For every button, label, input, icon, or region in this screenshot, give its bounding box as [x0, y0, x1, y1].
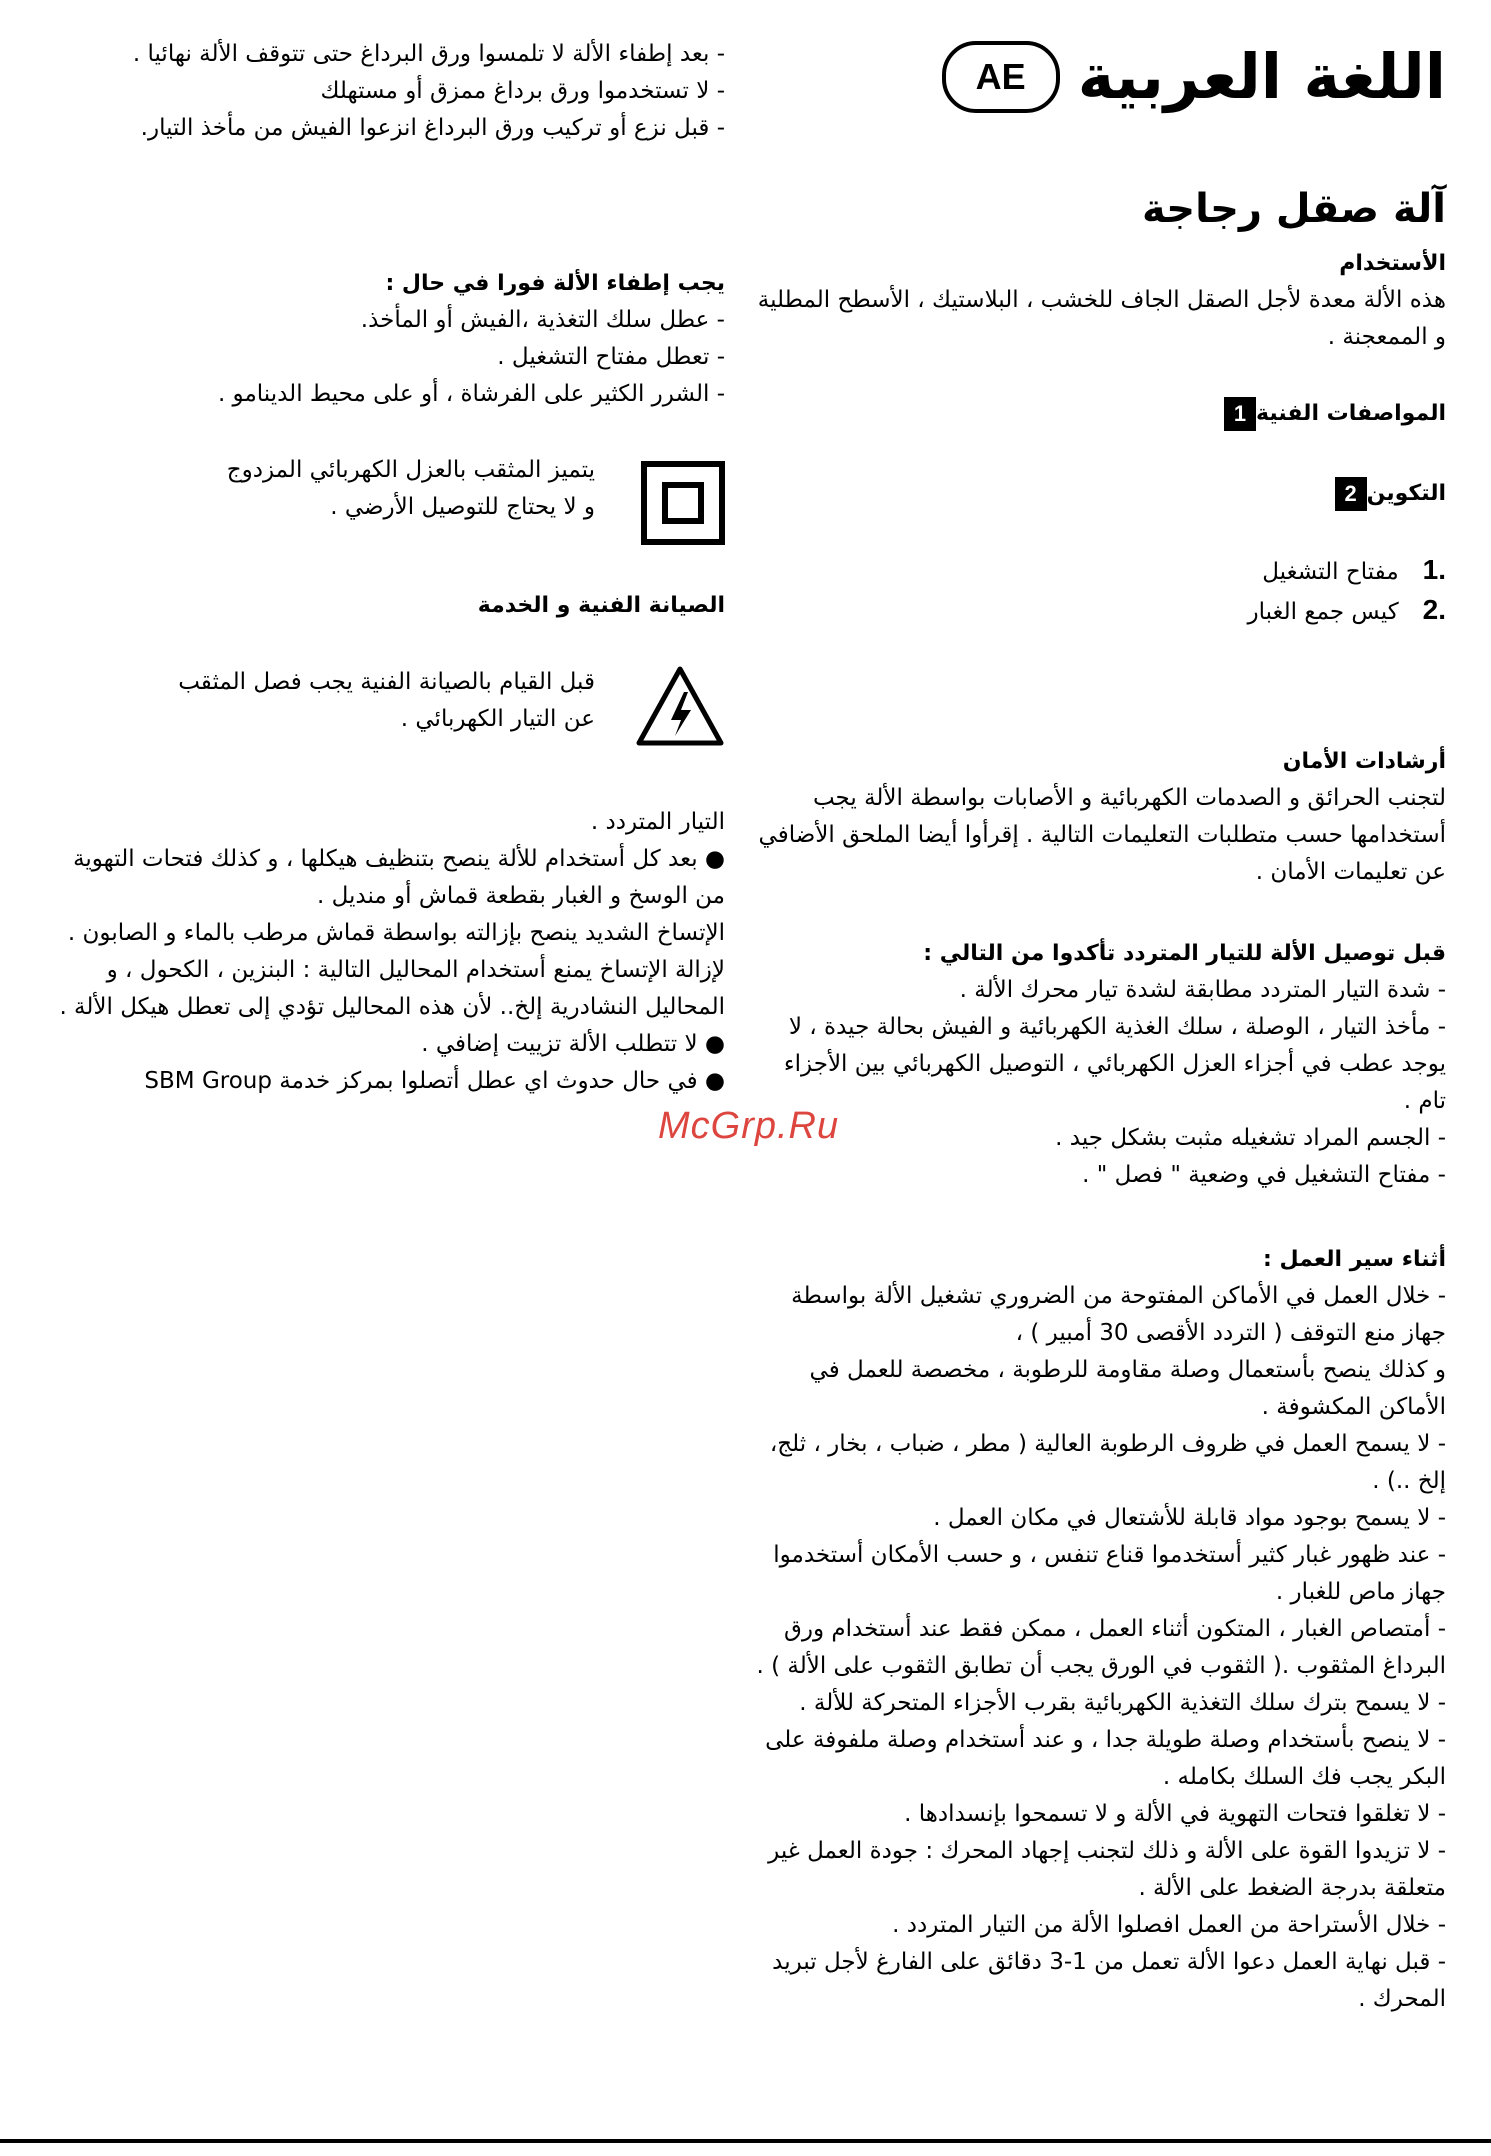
before-connect-section	[756, 936, 1446, 1194]
list-item: - لا يسمح بوجود مواد قابلة للأشتعال في مكان العمل .	[933, 1505, 1446, 1531]
list-item: - لا يسمح بترك سلك التغذية الكهربائية بقرب الأجزاء المتحركة للألة .	[799, 1690, 1446, 1716]
list-item: - خلال العمل في الأماكن المفتوحة من الضروري تشغيل الألة بواسطة جهاز منع التوقف ( التردد الأقصى 30 أمبير ) ،	[791, 1283, 1446, 1346]
electric-warning-icon	[635, 664, 725, 748]
list-item: - لا يسمح العمل في ظروف الرطوبة العالية ( مطر ، ضباب ، بخار ، ثلج، إلخ ..) .	[769, 1431, 1446, 1494]
watermark: McGrp.Ru	[658, 1105, 840, 1147]
specs-section	[1214, 396, 1446, 432]
double-insulation-icon	[641, 461, 725, 545]
maintenance-list	[55, 804, 725, 1100]
list-item: - مأخذ التيار ، الوصلة ، سلك الغذية الكهربائية و الفيش بحالة جيدة ، لا يوجد عطب في أجزاء العزل الكهربائي ، التوصيل الكهربائي بين الأجزاء تام .	[783, 1014, 1446, 1114]
warning-text-2: عن التيار الكهربائي .	[400, 706, 595, 732]
language-code-badge: AE	[942, 41, 1060, 113]
config-section	[1325, 476, 1446, 512]
item-label: مفتاح التشغيل	[1262, 559, 1399, 585]
insulation-text-2: و لا يحتاج للتوصيل الأرضي .	[330, 494, 595, 520]
item-number: .1	[1422, 554, 1446, 585]
list-item: - لا تستخدموا ورق برداغ ممزق أو مستهلك	[320, 78, 725, 104]
list-item: - بعد إطفاء الألة لا تلمسوا ورق البرداغ حتى تتوقف الألة نهائيا .	[132, 41, 725, 67]
list-item: - أمتصاص الغبار ، المتكون أثناء العمل ، ممكن فقط عند أستخدام ورق البرداغ المثقوب .( الثقوب في الورق يجب أن تطابق الثقوب على الألة ) .	[756, 1616, 1446, 1679]
list-item: ● في حال حدوث اي عطل أتصلوا بمركز خدمة SBM Group	[144, 1068, 725, 1094]
list-item: - لا تغلقوا فتحات التهوية في الألة و لا تسمحوا بإنسدادها .	[904, 1801, 1446, 1827]
list-item: - عطل سلك التغذية ،الفيش أو المأخذ.	[360, 307, 725, 333]
safety-text: لتجنب الحرائق و الصدمات الكهربائية و الأصابات بواسطة الألة يجب أستخدامها حسب متطلبات التعليمات التالية . إقرأوا أيضا الملحق الأضافي عن تعليمات الأمان .	[758, 785, 1446, 885]
list-item	[756, 551, 1446, 591]
list-item: - لا ينصح بأستخدام وصلة طويلة جدا ، و عند أستخدام وصلة ملفوفة على البكر يجب فك السلك بكامله .	[765, 1727, 1446, 1790]
usage-text: هذه الألة معدة لأجل الصقل الجاف للخشب ، البلاستيك ، الأسطح المطلية و الممعجنة .	[757, 287, 1446, 350]
maintenance-heading: الصيانة الفنية و الخدمة	[477, 593, 725, 618]
usage-heading: الأستخدام	[1339, 251, 1446, 276]
safety-heading: أرشادات الأمان	[1282, 749, 1446, 774]
list-item: - الشرر الكثير على الفرشاة ، أو على محيط الدينامو .	[217, 381, 725, 407]
current-note: التيار المتردد .	[590, 809, 725, 835]
after-off-section	[55, 36, 725, 147]
switch-off-section	[55, 266, 725, 413]
list-item: - عند ظهور غبار كثير أستخدموا قناع تنفس ، و حسب الأمكان أستخدموا جهاز ماص للغبار .	[773, 1542, 1446, 1605]
maintenance-warning	[55, 664, 595, 738]
list-item: الإتساخ الشديد ينصح بإزالته بواسطة قماش مرطب بالماء و الصابون . لإزالة الإتساخ يمنع أستخدام المحاليل التالية : البنزين ، الكحول ، و المحاليل النشادرية إلخ.. لأن هذه المحاليل تؤدي إلى تعطل هيكل الألة .	[59, 920, 725, 1020]
list-item: و كذلك ينصح بأستعمال وصلة مقاومة للرطوبة ، مخصصة للعمل في الأماكن المكشوفة .	[809, 1357, 1446, 1420]
usage-section	[756, 246, 1446, 356]
config-heading: التكوين	[1366, 481, 1446, 506]
language-title: اللغة العربية	[1077, 40, 1446, 113]
during-work-section	[756, 1242, 1446, 2018]
specs-figure-badge: 1	[1224, 397, 1256, 431]
item-number: .2	[1422, 594, 1446, 625]
insulation-note	[55, 452, 595, 526]
product-title: آلة صقل رجاجة	[1142, 186, 1446, 232]
list-item: - شدة التيار المتردد مطابقة لشدة تيار محرك الألة .	[959, 977, 1446, 1003]
list-item: - الجسم المراد تشغيله مثبت بشكل جيد .	[1055, 1125, 1446, 1151]
list-item: - تعطل مفتاح التشغيل .	[497, 344, 725, 370]
config-list	[756, 551, 1446, 631]
switch-off-heading: يجب إطفاء الألة فورا في حال :	[385, 271, 725, 296]
item-label: كيس جمع الغبار	[1247, 599, 1399, 625]
list-item: - لا تزيدوا القوة على الألة و ذلك لتجنب إجهاد المحرك : جودة العمل غير متعلقة بدرجة الضغط على الألة .	[768, 1838, 1446, 1901]
list-item: - مفتاح التشغيل في وضعية " فصل " .	[1082, 1162, 1446, 1188]
list-item: ● بعد كل أستخدام للألة ينصح بتنظيف هيكلها ، و كذلك فتحات التهوية من الوسخ و الغبار بقطعة قماش أو منديل .	[73, 846, 725, 909]
list-item: ● لا تتطلب الألة تزييت إضافي .	[421, 1031, 725, 1057]
list-item	[756, 591, 1446, 631]
config-figure-badge: 2	[1335, 477, 1367, 511]
bottom-divider	[0, 2139, 1491, 2143]
list-item: - خلال الأستراحة من العمل افصلوا الألة من التيار المتردد .	[892, 1912, 1446, 1938]
during-work-heading: أثناء سير العمل :	[1263, 1247, 1446, 1272]
warning-text-1: قبل القيام بالصيانة الفنية يجب فصل المثقب	[178, 669, 595, 695]
list-item: - قبل نزع أو تركيب ورق البرداغ انزعوا الفيش من مأخذ التيار.	[140, 115, 725, 141]
language-header	[942, 40, 1446, 113]
safety-section	[756, 744, 1446, 891]
insulation-text-1: يتميز المثقب بالعزل الكهربائي المزدوج	[226, 457, 595, 483]
list-item: - قبل نهاية العمل دعوا الألة تعمل من 1-3 دقائق على الفارغ لأجل تبريد المحرك .	[772, 1949, 1446, 2012]
maintenance-section	[55, 588, 725, 624]
specs-heading: المواصفات الفنية	[1256, 401, 1446, 426]
before-connect-heading: قبل توصيل الألة للتيار المتردد تأكدوا من التالي :	[923, 941, 1446, 966]
